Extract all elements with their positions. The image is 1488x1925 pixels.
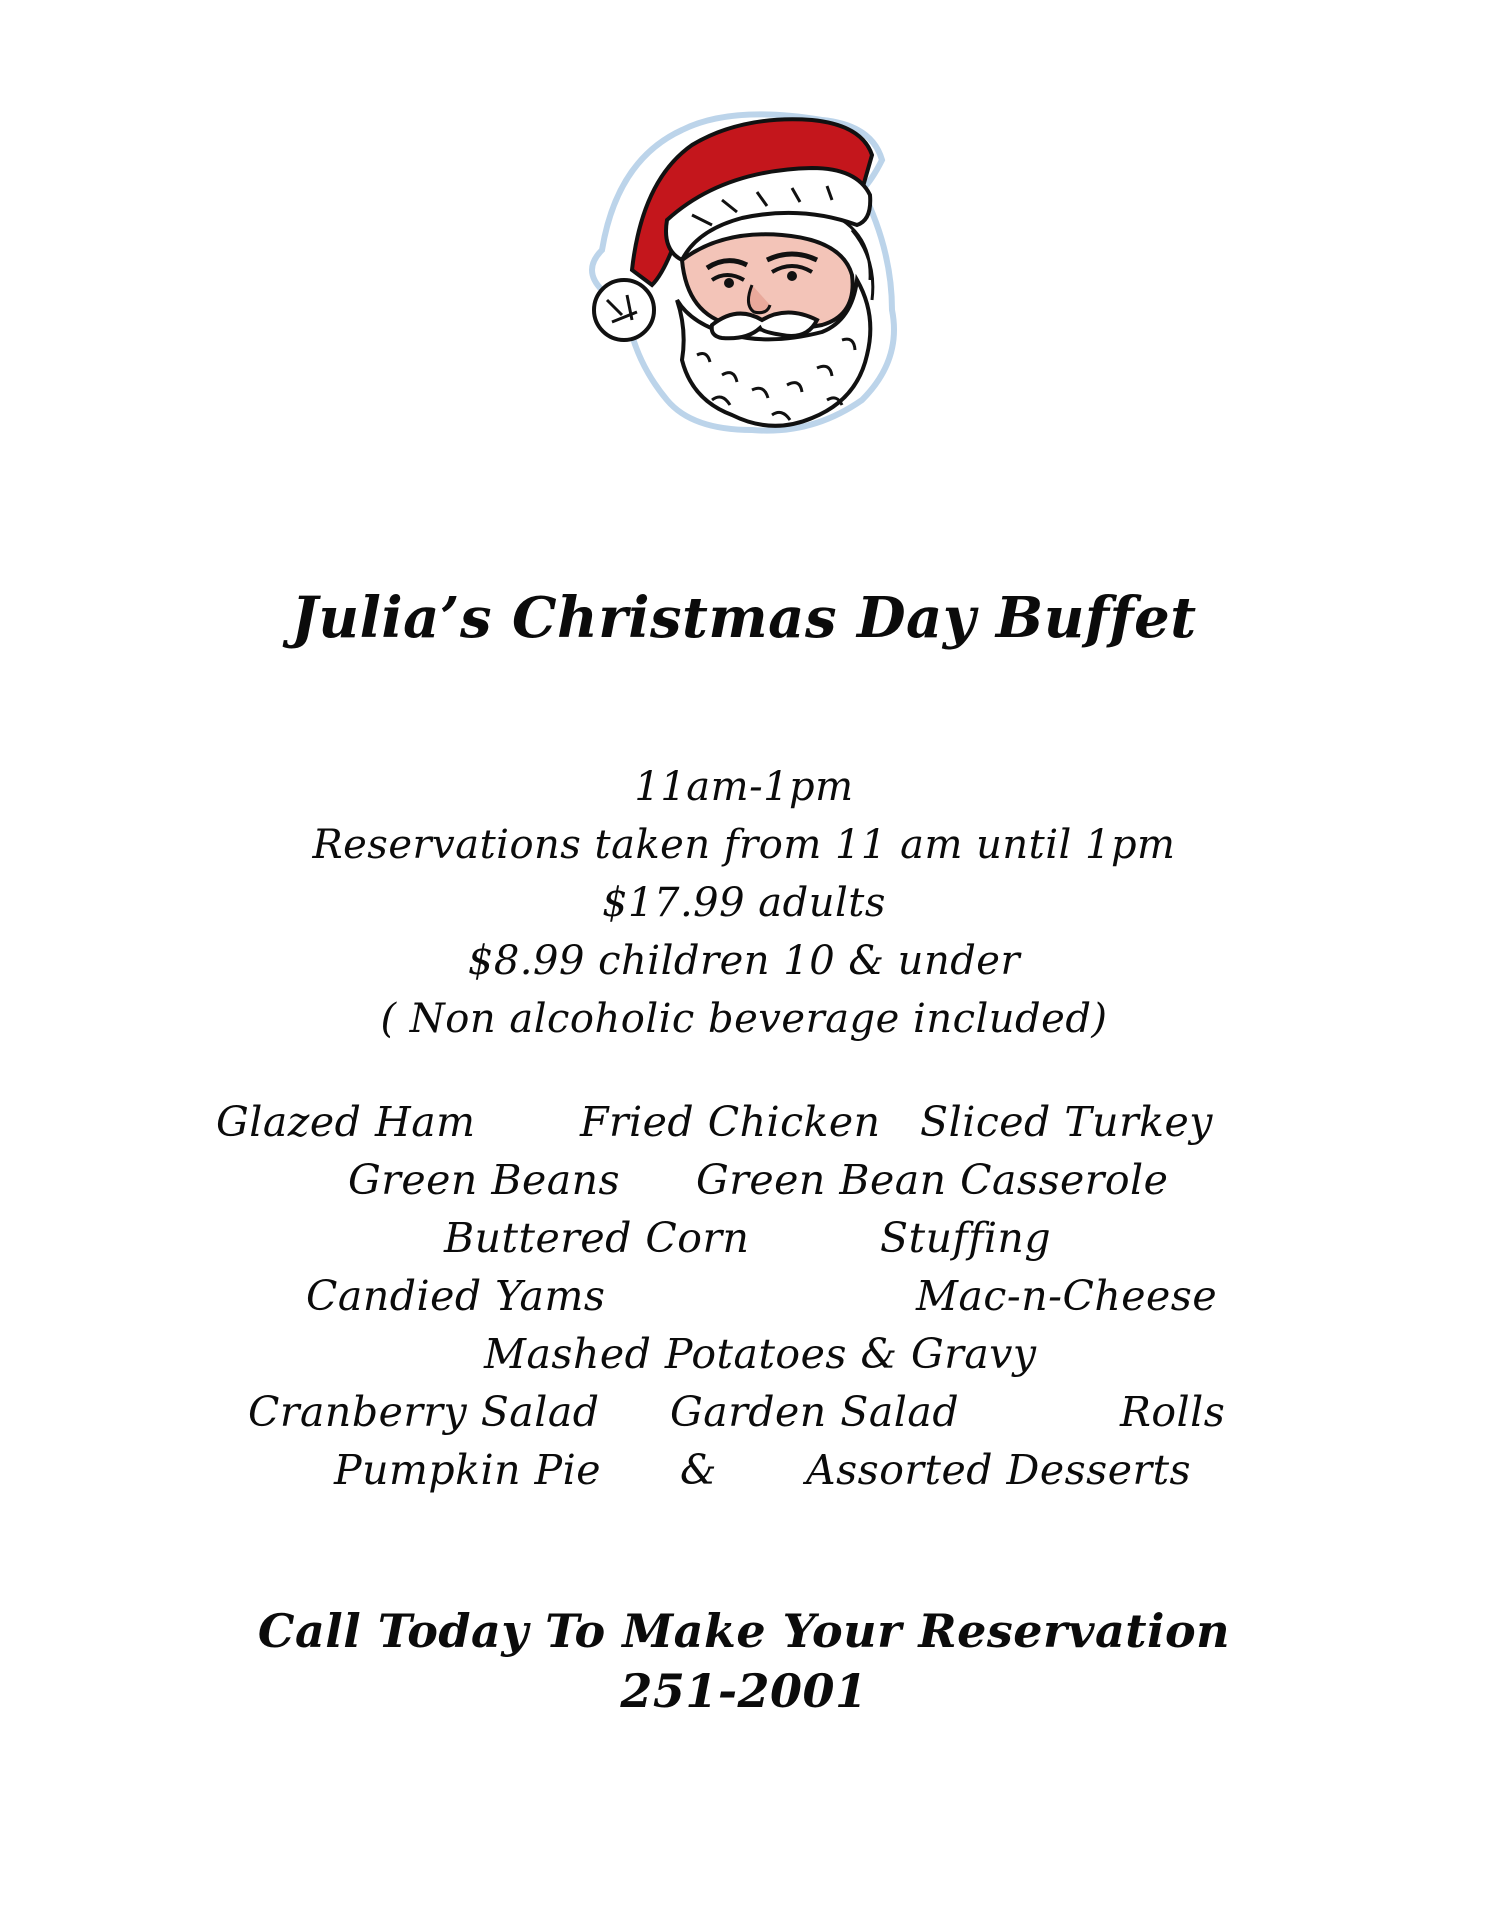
- menu-item-buttered-corn: Buttered Corn: [444, 1214, 750, 1262]
- menu-item-fried-chicken: Fried Chicken: [580, 1098, 881, 1146]
- call-to-action: Call Today To Make Your Reservation: [257, 1604, 1231, 1658]
- menu-item-glazed-ham: Glazed Ham: [216, 1098, 476, 1146]
- santa-head-illustration: [572, 100, 912, 440]
- menu-item-rolls: Rolls: [1120, 1388, 1226, 1436]
- menu-item-pumpkin-pie: Pumpkin Pie: [334, 1446, 601, 1494]
- menu-item-candied-yams: Candied Yams: [306, 1272, 606, 1320]
- hours-text: 11am-1pm: [634, 764, 854, 810]
- menu-item-green-beans: Green Beans: [348, 1156, 621, 1204]
- menu-item-cranberry-salad: Cranberry Salad: [248, 1388, 600, 1436]
- child-price-text: $8.99 children 10 & under: [467, 938, 1021, 984]
- reservations-text: Reservations taken from 11 am until 1pm: [312, 822, 1176, 868]
- beverage-note-text: ( Non alcoholic beverage included): [380, 996, 1108, 1042]
- menu-ampersand: &: [680, 1446, 717, 1494]
- adult-price-text: $17.99 adults: [602, 880, 886, 926]
- menu-item-garden-salad: Garden Salad: [670, 1388, 960, 1436]
- flyer-title: Julia’s Christmas Day Buffet: [291, 585, 1197, 651]
- phone-number: 251-2001: [620, 1664, 868, 1718]
- menu-item-sliced-turkey: Sliced Turkey: [920, 1098, 1213, 1146]
- menu-item-mashed-potatoes: Mashed Potatoes & Gravy: [484, 1330, 1037, 1378]
- menu-item-green-bean-casserole: Green Bean Casserole: [696, 1156, 1169, 1204]
- menu-item-mac-n-cheese: Mac-n-Cheese: [916, 1272, 1218, 1320]
- menu-item-assorted-desserts: Assorted Desserts: [806, 1446, 1192, 1494]
- menu-item-stuffing: Stuffing: [880, 1214, 1052, 1262]
